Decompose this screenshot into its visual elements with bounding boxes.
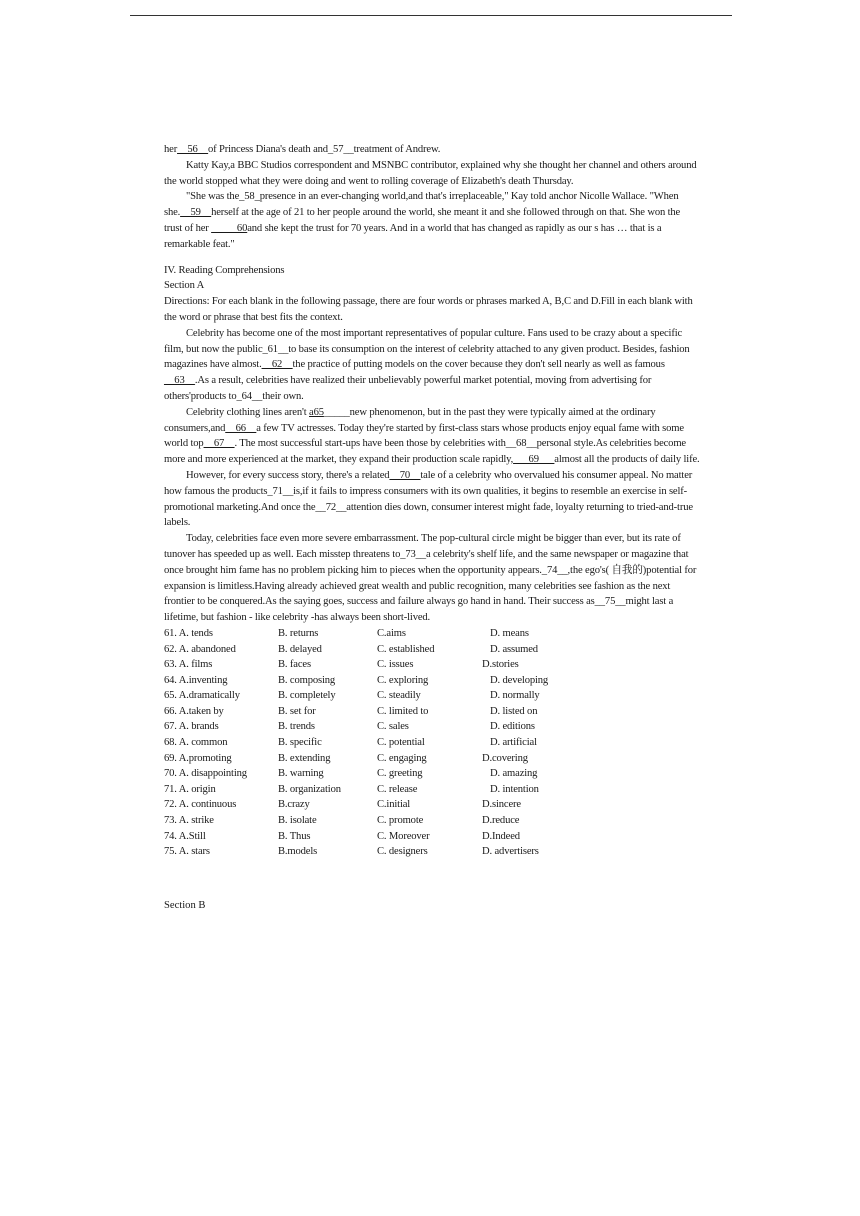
blank-59: __59__ bbox=[180, 207, 212, 219]
document-body bbox=[164, 142, 700, 860]
passage-paragraph-4: Today, celebrities face even more severe embarrassment. The pop-cultural circle might be bigger than ever, but its rate of tunover has speeded up as well. Each misstep threatens to_73__a celebrity's shelf life, and the same newspaper or magazine that once brought him fame has no problem picking him to pieces when the opportunity appears._74__,the ego's( 自我的)potential for expansion is limitless.Having already achieved great wealth and public recognition, many celebrities see fashion as the next frontier to be conquered.As the saying goes, success and failure always go hand in hand. Their success as__75__might last a lifetime, but fashion - like celebrity -has always been short-lived. bbox=[164, 533, 697, 624]
option-row-74: 74. A.Still B. Thus C. Moreover D.Indeed bbox=[164, 830, 520, 842]
blank-65: a65 bbox=[309, 406, 324, 418]
option-row-75: 75. A. stars B.models C. designers D. advertisers bbox=[164, 846, 539, 858]
option-row-65: 65. A.dramatically B. completely C. steadily D. normally bbox=[164, 690, 540, 702]
option-row-67: 67. A. brands B. trends C. sales D. editions bbox=[164, 721, 535, 733]
option-row-73: 73. A. strike B. isolate C. promote D.reduce bbox=[164, 815, 520, 827]
option-row-69: 69. A.promoting B. extending C. engaging D.covering bbox=[164, 752, 528, 764]
option-row-63: 63. A. films B. faces C. issues D.stories bbox=[164, 659, 519, 671]
passage-paragraph-2: Celebrity clothing lines aren't a65_____new phenomenon, but in the past they were typically aimed at the ordinary consumers,and__66__a few TV actresses. Today they're started by first-class stars whose products enjoy equal fame with some world top__67__. The most successful start-ups have been those by celebrities with__68__personal style.As celebrities become more and more experienced at the market, they expand their production scale rapidly,___69___almost all the products of daily life. bbox=[164, 406, 700, 466]
options-table bbox=[164, 626, 700, 860]
option-row-62: 62. A. abandoned B. delayed C. established D. assumed bbox=[164, 643, 538, 655]
blank-66: __66__ bbox=[225, 422, 257, 434]
header-rule bbox=[130, 15, 732, 16]
part-heading: IV. Reading Comprehensions bbox=[164, 264, 285, 276]
passage-paragraph-3: However, for every success story, there's a related__70__tale of a celebrity who overvalued his consumer appeal. No matter how famous the products_71__is,if it fails to impress consumers with its own qualities, it begins to resemble an exercise in self-promotional marketing.And once the__72__attention dies down, consumer interest might fade, loyalty returning to tried-and-true labels. bbox=[164, 469, 693, 529]
option-row-70: 70. A. disappointing B. warning C. greeting D. amazing bbox=[164, 768, 538, 780]
blank-69: ___69___ bbox=[513, 454, 555, 466]
directions: Directions: For each blank in the following passage, there are four words or phrases marked A, B,C and D.Fill in each blank with the word or phrase that best fits the context. bbox=[164, 296, 693, 323]
option-row-66: 66. A.taken by B. set for C. limited to D. listed on bbox=[164, 705, 538, 717]
blank-67: __67__ bbox=[203, 438, 235, 450]
blank-70: __70__ bbox=[389, 469, 421, 481]
cloze-line-56: her__56__of Princess Diana's death and_57__treatment of Andrew. bbox=[164, 144, 441, 155]
blank-56: __56__ bbox=[177, 144, 208, 155]
section-a-heading: Section A bbox=[164, 280, 205, 292]
option-row-61: 61. A. tends B. returns C.aims D. means bbox=[164, 627, 529, 639]
blank-62: __62__ bbox=[261, 359, 293, 371]
blank-63: __63__ bbox=[164, 375, 195, 387]
paragraph-quote: "She was the_58_presence in an ever-changing world,and that's irreplaceable," Kay told anchor Nicolle Wallace. "When she.__59__herself at the age of 21 to her people around the world, she meant it and she followed through on that. She won the trust of her _____60and she kept the trust for 70 years. And in a world that has changed as rapidly as our s has … that is a remarkable feat." bbox=[164, 191, 681, 250]
option-row-64: 64. A.inventing B. composing C. exploring D. developing bbox=[164, 674, 549, 686]
option-row-68: 68. A. common B. specific C. potential D. artificial bbox=[164, 737, 537, 749]
blank-60: _____60 bbox=[211, 222, 248, 234]
option-row-72: 72. A. continuous B.crazy C.initial D.sincere bbox=[164, 799, 521, 811]
paragraph-kay: Katty Kay,a BBC Studios correspondent and MSNBC contributor, explained why she thought her channel and others around the world stopped what they were doing and went to rolling coverage of Elizabeth's death Thursday. bbox=[164, 159, 697, 187]
passage-paragraph-1: Celebrity has become one of the most important representatives of popular culture. Fans used to be crazy about a specific film, but now the public_61__to base its consumption on the interest of celebrity attached to any given product. Besides, fashion magazines have almost.__62__the practice of putting models on the cover because they don't sell nearly as well as famous __63__.As a result, celebrities have realized their unbelievably powerful market potential, moving from advertising for others'products to_64__their own. bbox=[164, 327, 690, 402]
option-row-71: 71. A. origin B. organization C. release D. intention bbox=[164, 783, 539, 795]
section-b-heading: Section B bbox=[164, 900, 206, 911]
